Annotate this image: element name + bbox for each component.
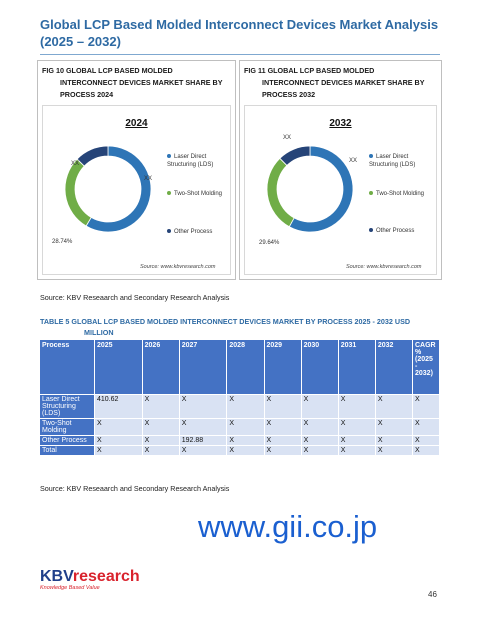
- table-cell: X: [142, 395, 179, 419]
- chart-title: 2024: [125, 118, 148, 129]
- table-cell: X: [375, 446, 412, 456]
- process-cell: Two-Shot Molding: [40, 419, 95, 436]
- table-cell: X: [264, 446, 301, 456]
- table-title-line: MILLION: [84, 328, 114, 337]
- donut-slice: [289, 146, 353, 232]
- legend-label: Other Process: [174, 229, 213, 235]
- table-cell: X: [179, 395, 227, 419]
- donut-chart: [63, 144, 153, 234]
- donut-chart: [265, 144, 358, 234]
- caption-line: FIG 10 GLOBAL LCP BASED MOLDED: [42, 66, 173, 75]
- figure-10: [37, 60, 236, 280]
- table-cell: X: [95, 436, 143, 446]
- chart-panel: [244, 105, 437, 275]
- table-cell: X: [142, 436, 179, 446]
- table-row: [40, 436, 440, 446]
- table-title: [40, 316, 435, 338]
- table-header-row: [40, 340, 440, 395]
- header-cell: Process: [40, 340, 95, 395]
- logo-tagline: Knowledge Based Value: [40, 585, 100, 591]
- legend-item: [167, 153, 237, 169]
- legend-swatch: [167, 154, 171, 158]
- table-cell: X: [142, 446, 179, 456]
- data-label: 29.64%: [259, 240, 280, 246]
- table-cell: X: [142, 419, 179, 436]
- legend-swatch: [167, 229, 171, 233]
- donut-slice: [65, 159, 91, 226]
- header-cell: 2029: [264, 340, 301, 395]
- data-label: XX: [283, 135, 292, 141]
- header-cell: CAGR % (2025 - 2032): [413, 340, 440, 395]
- table-cell: X: [338, 395, 375, 419]
- caption-line: FIG 11 GLOBAL LCP BASED MOLDED: [244, 66, 375, 75]
- table-row: [40, 395, 440, 419]
- legend-label: Two-Shot Molding: [174, 191, 223, 197]
- legend-label: Laser Direct Structuring (LDS): [369, 154, 416, 168]
- table-cell: X: [413, 446, 440, 456]
- logo-wordmark: [40, 568, 140, 586]
- legend-swatch: [369, 154, 373, 158]
- legend-item: [167, 190, 237, 198]
- table-cell: X: [413, 395, 440, 419]
- donut-slice: [86, 146, 151, 232]
- legend-label: Other Process: [376, 228, 415, 234]
- figure-source-note: Source: KBV Reseaarch and Secondary Research Analysis: [40, 293, 230, 302]
- kbv-logo: [40, 568, 140, 591]
- data-label: 28.74%: [52, 239, 73, 245]
- table-cell: X: [95, 446, 143, 456]
- legend-item: [369, 153, 439, 169]
- legend-swatch: [369, 191, 373, 195]
- legend-swatch: [369, 228, 373, 232]
- figure-caption: [244, 65, 432, 101]
- table-cell: X: [338, 446, 375, 456]
- table-cell: X: [95, 419, 143, 436]
- figure-11: [239, 60, 442, 280]
- table-cell: 192.88: [179, 436, 227, 446]
- legend-label: Two-Shot Molding: [376, 191, 425, 197]
- logo-research: research: [72, 568, 140, 585]
- chart-source: Source: www.kbvresearch.com: [140, 264, 216, 270]
- table-cell: X: [413, 419, 440, 436]
- chart-source: Source: www.kbvresearch.com: [346, 264, 422, 270]
- legend-swatch: [167, 191, 171, 195]
- header-cell: 2026: [142, 340, 179, 395]
- table-cell: X: [338, 436, 375, 446]
- process-cell: Total: [40, 446, 95, 456]
- caption-line: PROCESS 2024: [60, 90, 114, 99]
- legend-item: [369, 227, 439, 235]
- title-divider: [40, 54, 440, 55]
- page-number: 46: [428, 590, 437, 599]
- legend-label: Laser Direct Structuring (LDS): [167, 154, 214, 168]
- table-source-note: Source: KBV Reseaarch and Secondary Research Analysis: [40, 484, 230, 493]
- header-cell: 2031: [338, 340, 375, 395]
- data-label: XX: [71, 161, 80, 167]
- page-title: Global LCP Based Molded Interconnect Devices Market Analysis (2025 – 2032): [40, 17, 439, 49]
- table-cell: X: [227, 419, 264, 436]
- table-cell: X: [301, 419, 338, 436]
- legend-item: [167, 228, 237, 236]
- table-cell: X: [227, 446, 264, 456]
- logo-kbv: KBV: [40, 568, 73, 585]
- table-cell: 410.62: [95, 395, 143, 419]
- table-cell: X: [264, 436, 301, 446]
- legend-item: [369, 190, 439, 198]
- caption-line: PROCESS 2032: [262, 90, 316, 99]
- header-cell: 2028: [227, 340, 264, 395]
- table-cell: X: [375, 395, 412, 419]
- table-cell: X: [301, 436, 338, 446]
- table-cell: X: [301, 446, 338, 456]
- table-row-total: [40, 446, 440, 456]
- process-cell: Other Process: [40, 436, 95, 446]
- data-label: XX: [349, 158, 358, 164]
- table-cell: X: [179, 419, 227, 436]
- table-cell: X: [301, 395, 338, 419]
- chart-panel: [42, 105, 231, 275]
- table-cell: X: [264, 395, 301, 419]
- market-table: [39, 339, 440, 456]
- donut-slice: [280, 146, 310, 165]
- process-cell: Laser Direct Structuring (LDS): [40, 395, 95, 419]
- table-cell: X: [227, 436, 264, 446]
- caption-line: INTERCONNECT DEVICES MARKET SHARE BY: [262, 78, 425, 87]
- figure-caption: [42, 65, 230, 101]
- table-cell: X: [375, 419, 412, 436]
- table-cell: X: [227, 395, 264, 419]
- header-cell: 2032: [375, 340, 412, 395]
- table-row: [40, 419, 440, 436]
- table-cell: X: [375, 436, 412, 446]
- chart-title: 2032: [329, 118, 352, 129]
- header-cell: 2025: [95, 340, 143, 395]
- caption-line: INTERCONNECT DEVICES MARKET SHARE BY: [60, 78, 223, 87]
- donut-slice: [267, 158, 294, 226]
- table-cell: X: [264, 419, 301, 436]
- header-cell: 2030: [301, 340, 338, 395]
- watermark: www.gii.co.jp: [198, 509, 378, 544]
- table-cell: X: [338, 419, 375, 436]
- header-cell: 2027: [179, 340, 227, 395]
- data-label: XX: [144, 176, 153, 182]
- table-title-line: TABLE 5 GLOBAL LCP BASED MOLDED INTERCONNECT DEVICES MARKET BY PROCESS 2025 - 2032 USD: [40, 317, 411, 326]
- table-cell: X: [179, 446, 227, 456]
- table-cell: X: [413, 436, 440, 446]
- donut-slice: [77, 146, 108, 166]
